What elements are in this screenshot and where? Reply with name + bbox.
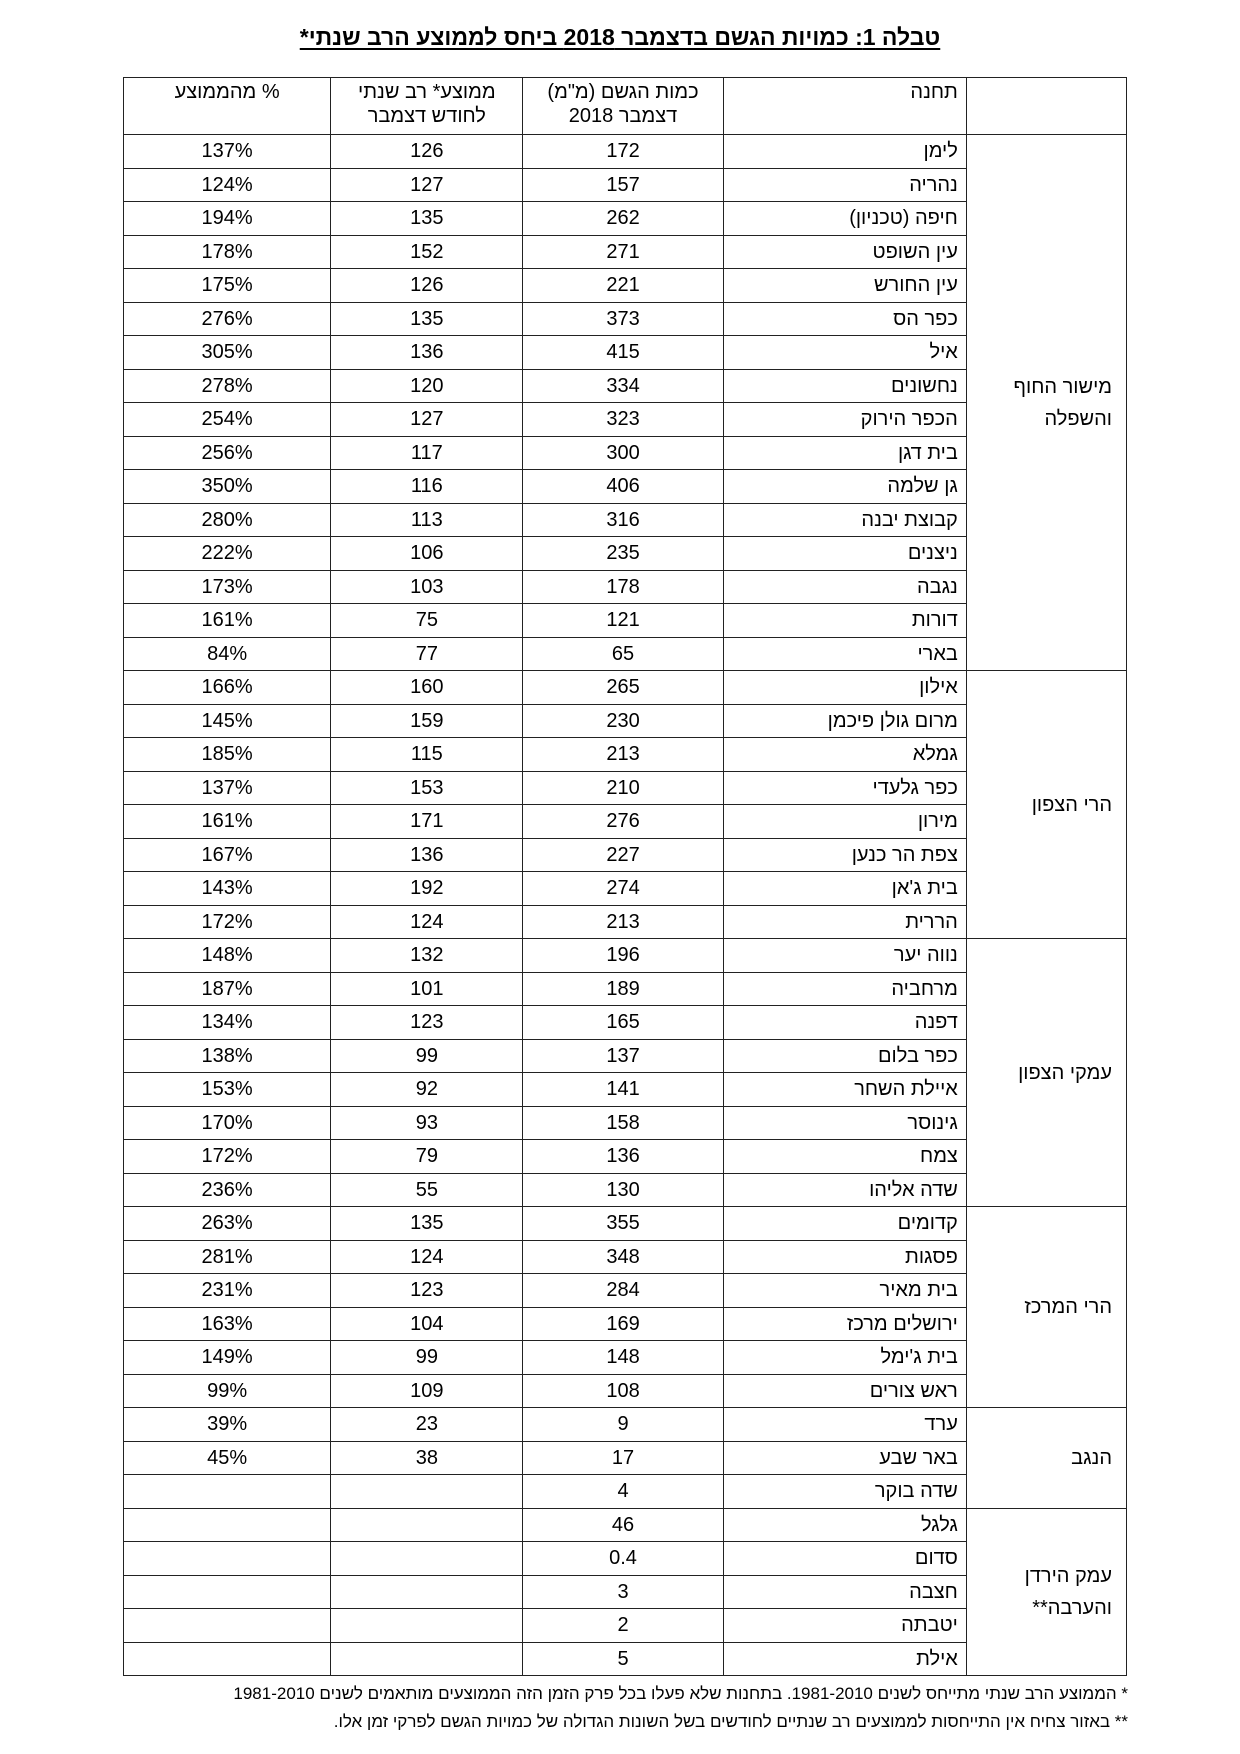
average-cell: 23: [331, 1408, 523, 1442]
station-cell: ערד: [723, 1408, 966, 1442]
amount-cell: 284: [523, 1274, 723, 1308]
amount-cell: 415: [523, 336, 723, 370]
average-cell: 104: [331, 1307, 523, 1341]
station-cell: מרחביה: [723, 972, 966, 1006]
station-cell: כפר גלעדי: [723, 771, 966, 805]
amount-cell: 265: [523, 671, 723, 705]
amount-cell: 148: [523, 1341, 723, 1375]
percent-cell: 124%: [124, 168, 331, 202]
percent-cell: 170%: [124, 1106, 331, 1140]
amount-cell: 227: [523, 838, 723, 872]
station-cell: נחשונים: [723, 369, 966, 403]
percent-cell: 185%: [124, 738, 331, 772]
percent-cell: 148%: [124, 939, 331, 973]
percent-cell: 236%: [124, 1173, 331, 1207]
station-cell: גלגל: [723, 1508, 966, 1542]
station-cell: אילון: [723, 671, 966, 705]
region-cell: הרי הצפון: [966, 671, 1126, 939]
average-cell: [331, 1575, 523, 1609]
station-cell: סדום: [723, 1542, 966, 1576]
amount-cell: 230: [523, 704, 723, 738]
average-cell: 103: [331, 570, 523, 604]
amount-cell: 158: [523, 1106, 723, 1140]
percent-cell: 231%: [124, 1274, 331, 1308]
station-cell: בארי: [723, 637, 966, 671]
average-cell: 113: [331, 503, 523, 537]
amount-cell: 221: [523, 269, 723, 303]
percent-cell: 305%: [124, 336, 331, 370]
header-row: [124, 78, 1127, 135]
station-cell: צפת הר כנען: [723, 838, 966, 872]
average-cell: 99: [331, 1341, 523, 1375]
amount-cell: 276: [523, 805, 723, 839]
average-cell: 126: [331, 135, 523, 169]
average-cell: 101: [331, 972, 523, 1006]
amount-cell: 334: [523, 369, 723, 403]
percent-cell: [124, 1575, 331, 1609]
station-cell: בית דגן: [723, 436, 966, 470]
average-cell: 136: [331, 336, 523, 370]
average-cell: 152: [331, 235, 523, 269]
amount-cell: 2: [523, 1609, 723, 1643]
station-cell: פסגות: [723, 1240, 966, 1274]
percent-cell: [124, 1642, 331, 1676]
average-cell: 116: [331, 470, 523, 504]
amount-cell: 213: [523, 738, 723, 772]
station-cell: בית מאיר: [723, 1274, 966, 1308]
amount-cell: 141: [523, 1073, 723, 1107]
average-cell: 109: [331, 1374, 523, 1408]
percent-cell: 143%: [124, 872, 331, 906]
amount-cell: 196: [523, 939, 723, 973]
percent-cell: [124, 1542, 331, 1576]
average-cell: 127: [331, 403, 523, 437]
amount-cell: 406: [523, 470, 723, 504]
average-cell: 123: [331, 1274, 523, 1308]
average-cell: 55: [331, 1173, 523, 1207]
station-cell: צמח: [723, 1140, 966, 1174]
amount-cell: 157: [523, 168, 723, 202]
average-cell: 106: [331, 537, 523, 571]
percent-cell: 172%: [124, 1140, 331, 1174]
percent-cell: 256%: [124, 436, 331, 470]
station-cell: מירון: [723, 805, 966, 839]
average-cell: [331, 1609, 523, 1643]
table-body: [124, 135, 1127, 1676]
header-average: ממוצע* רב שנתי לחודש דצמבר: [331, 78, 523, 135]
average-cell: 135: [331, 302, 523, 336]
amount-cell: 300: [523, 436, 723, 470]
average-cell: 159: [331, 704, 523, 738]
percent-cell: 194%: [124, 202, 331, 236]
percent-cell: 187%: [124, 972, 331, 1006]
average-cell: 132: [331, 939, 523, 973]
percent-cell: 39%: [124, 1408, 331, 1442]
amount-cell: 65: [523, 637, 723, 671]
average-cell: 126: [331, 269, 523, 303]
station-cell: בית ג'אן: [723, 872, 966, 906]
amount-cell: 172: [523, 135, 723, 169]
station-cell: ירושלים מרכז: [723, 1307, 966, 1341]
amount-cell: 271: [523, 235, 723, 269]
average-cell: 135: [331, 202, 523, 236]
percent-cell: 281%: [124, 1240, 331, 1274]
amount-cell: 213: [523, 905, 723, 939]
amount-cell: 137: [523, 1039, 723, 1073]
table-row: [124, 135, 1127, 169]
percent-cell: [124, 1475, 331, 1509]
region-cell: עמקי הצפון: [966, 939, 1126, 1207]
average-cell: 153: [331, 771, 523, 805]
header-percent: % מהממוצע: [124, 78, 331, 135]
amount-cell: 348: [523, 1240, 723, 1274]
station-cell: ראש צורים: [723, 1374, 966, 1408]
station-cell: לימן: [723, 135, 966, 169]
average-cell: 136: [331, 838, 523, 872]
amount-cell: 262: [523, 202, 723, 236]
average-cell: 135: [331, 1207, 523, 1241]
percent-cell: 134%: [124, 1006, 331, 1040]
station-cell: כפר הס: [723, 302, 966, 336]
amount-cell: 136: [523, 1140, 723, 1174]
station-cell: עין השופט: [723, 235, 966, 269]
average-cell: 75: [331, 604, 523, 638]
percent-cell: [124, 1609, 331, 1643]
station-cell: חיפה (טכניון): [723, 202, 966, 236]
percent-cell: 137%: [124, 135, 331, 169]
station-cell: בית ג'ימל: [723, 1341, 966, 1375]
station-cell: גן שלמה: [723, 470, 966, 504]
station-cell: קדומים: [723, 1207, 966, 1241]
percent-cell: 163%: [124, 1307, 331, 1341]
amount-cell: 274: [523, 872, 723, 906]
station-cell: גינוסר: [723, 1106, 966, 1140]
region-cell: הנגב: [966, 1408, 1126, 1509]
amount-cell: 0.4: [523, 1542, 723, 1576]
average-cell: 123: [331, 1006, 523, 1040]
amount-cell: 316: [523, 503, 723, 537]
percent-cell: 153%: [124, 1073, 331, 1107]
station-cell: כפר בלום: [723, 1039, 966, 1073]
amount-cell: 323: [523, 403, 723, 437]
percent-cell: 350%: [124, 470, 331, 504]
percent-cell: 149%: [124, 1341, 331, 1375]
amount-cell: 121: [523, 604, 723, 638]
percent-cell: 280%: [124, 503, 331, 537]
percent-cell: 167%: [124, 838, 331, 872]
amount-cell: 189: [523, 972, 723, 1006]
average-cell: 92: [331, 1073, 523, 1107]
average-cell: [331, 1508, 523, 1542]
percent-cell: 278%: [124, 369, 331, 403]
region-cell: הרי המרכז: [966, 1207, 1126, 1408]
average-cell: 117: [331, 436, 523, 470]
average-cell: [331, 1542, 523, 1576]
average-cell: [331, 1642, 523, 1676]
station-cell: הררית: [723, 905, 966, 939]
amount-cell: 4: [523, 1475, 723, 1509]
header-region: [966, 78, 1126, 135]
amount-cell: 3: [523, 1575, 723, 1609]
station-cell: הכפר הירוק: [723, 403, 966, 437]
station-cell: נגבה: [723, 570, 966, 604]
percent-cell: 173%: [124, 570, 331, 604]
station-cell: חצבה: [723, 1575, 966, 1609]
percent-cell: 263%: [124, 1207, 331, 1241]
percent-cell: 166%: [124, 671, 331, 705]
station-cell: שדה בוקר: [723, 1475, 966, 1509]
station-cell: עין החורש: [723, 269, 966, 303]
station-cell: יטבתה: [723, 1609, 966, 1643]
percent-cell: 172%: [124, 905, 331, 939]
station-cell: שדה אליהו: [723, 1173, 966, 1207]
amount-cell: 235: [523, 537, 723, 571]
average-cell: 192: [331, 872, 523, 906]
percent-cell: 99%: [124, 1374, 331, 1408]
station-cell: נווה יער: [723, 939, 966, 973]
amount-cell: 178: [523, 570, 723, 604]
table-row: [124, 939, 1127, 973]
average-cell: 124: [331, 1240, 523, 1274]
station-cell: אילת: [723, 1642, 966, 1676]
station-cell: נהריה: [723, 168, 966, 202]
percent-cell: 254%: [124, 403, 331, 437]
percent-cell: [124, 1508, 331, 1542]
region-cell: עמק הירדן והערבה**: [966, 1508, 1126, 1676]
station-cell: דורות: [723, 604, 966, 638]
average-cell: 79: [331, 1140, 523, 1174]
average-cell: 120: [331, 369, 523, 403]
average-cell: 124: [331, 905, 523, 939]
percent-cell: 45%: [124, 1441, 331, 1475]
station-cell: באר שבע: [723, 1441, 966, 1475]
amount-cell: 108: [523, 1374, 723, 1408]
table-title: [0, 24, 1240, 51]
amount-cell: 165: [523, 1006, 723, 1040]
station-cell: גמלא: [723, 738, 966, 772]
amount-cell: 355: [523, 1207, 723, 1241]
average-cell: 171: [331, 805, 523, 839]
percent-cell: 178%: [124, 235, 331, 269]
percent-cell: 175%: [124, 269, 331, 303]
percent-cell: 161%: [124, 604, 331, 638]
average-cell: 93: [331, 1106, 523, 1140]
amount-cell: 130: [523, 1173, 723, 1207]
station-cell: דפנה: [723, 1006, 966, 1040]
station-cell: קבוצת יבנה: [723, 503, 966, 537]
amount-cell: 17: [523, 1441, 723, 1475]
amount-cell: 373: [523, 302, 723, 336]
amount-cell: 46: [523, 1508, 723, 1542]
average-cell: 38: [331, 1441, 523, 1475]
station-cell: ניצנים: [723, 537, 966, 571]
average-cell: 77: [331, 637, 523, 671]
percent-cell: 145%: [124, 704, 331, 738]
table-row: [124, 1207, 1127, 1241]
station-cell: איילת השחר: [723, 1073, 966, 1107]
percent-cell: 138%: [124, 1039, 331, 1073]
footnotes: [18, 1680, 1128, 1736]
table-row: [124, 671, 1127, 705]
amount-cell: 210: [523, 771, 723, 805]
average-cell: 99: [331, 1039, 523, 1073]
percent-cell: 222%: [124, 537, 331, 571]
percent-cell: 161%: [124, 805, 331, 839]
table-title-text: טבלה 1: כמויות הגשם בדצמבר 2018 ביחס לממוצע הרב שנתי*: [299, 24, 941, 50]
average-cell: [331, 1475, 523, 1509]
percent-cell: 137%: [124, 771, 331, 805]
rainfall-table: [123, 77, 1127, 1676]
footnote-2: ** באזור צחיח אין התייחסות לממוצעים רב שנתיים לחודשים בשל השונות הגדולה של כמויות הגשם לפרקי זמן אלו.: [333, 1712, 1128, 1731]
station-cell: מרום גולן פיכמן: [723, 704, 966, 738]
amount-cell: 169: [523, 1307, 723, 1341]
footnote-1: * הממוצע הרב שנתי מתייחס לשנים 1981-2010. בתחנות שלא פעלו בכל פרק הזמן הזה הממוצעים מותאמים לשנים 1981-2010: [233, 1684, 1128, 1703]
percent-cell: 276%: [124, 302, 331, 336]
header-amount: כמות הגשם (מ"מ) דצמבר 2018: [523, 78, 723, 135]
station-cell: איל: [723, 336, 966, 370]
table-row: [124, 1508, 1127, 1542]
table-row: [124, 1408, 1127, 1442]
region-cell: מישור החוף והשפלה: [966, 135, 1126, 671]
average-cell: 115: [331, 738, 523, 772]
header-station: תחנה: [723, 78, 966, 135]
amount-cell: 5: [523, 1642, 723, 1676]
average-cell: 160: [331, 671, 523, 705]
percent-cell: 84%: [124, 637, 331, 671]
amount-cell: 9: [523, 1408, 723, 1442]
average-cell: 127: [331, 168, 523, 202]
